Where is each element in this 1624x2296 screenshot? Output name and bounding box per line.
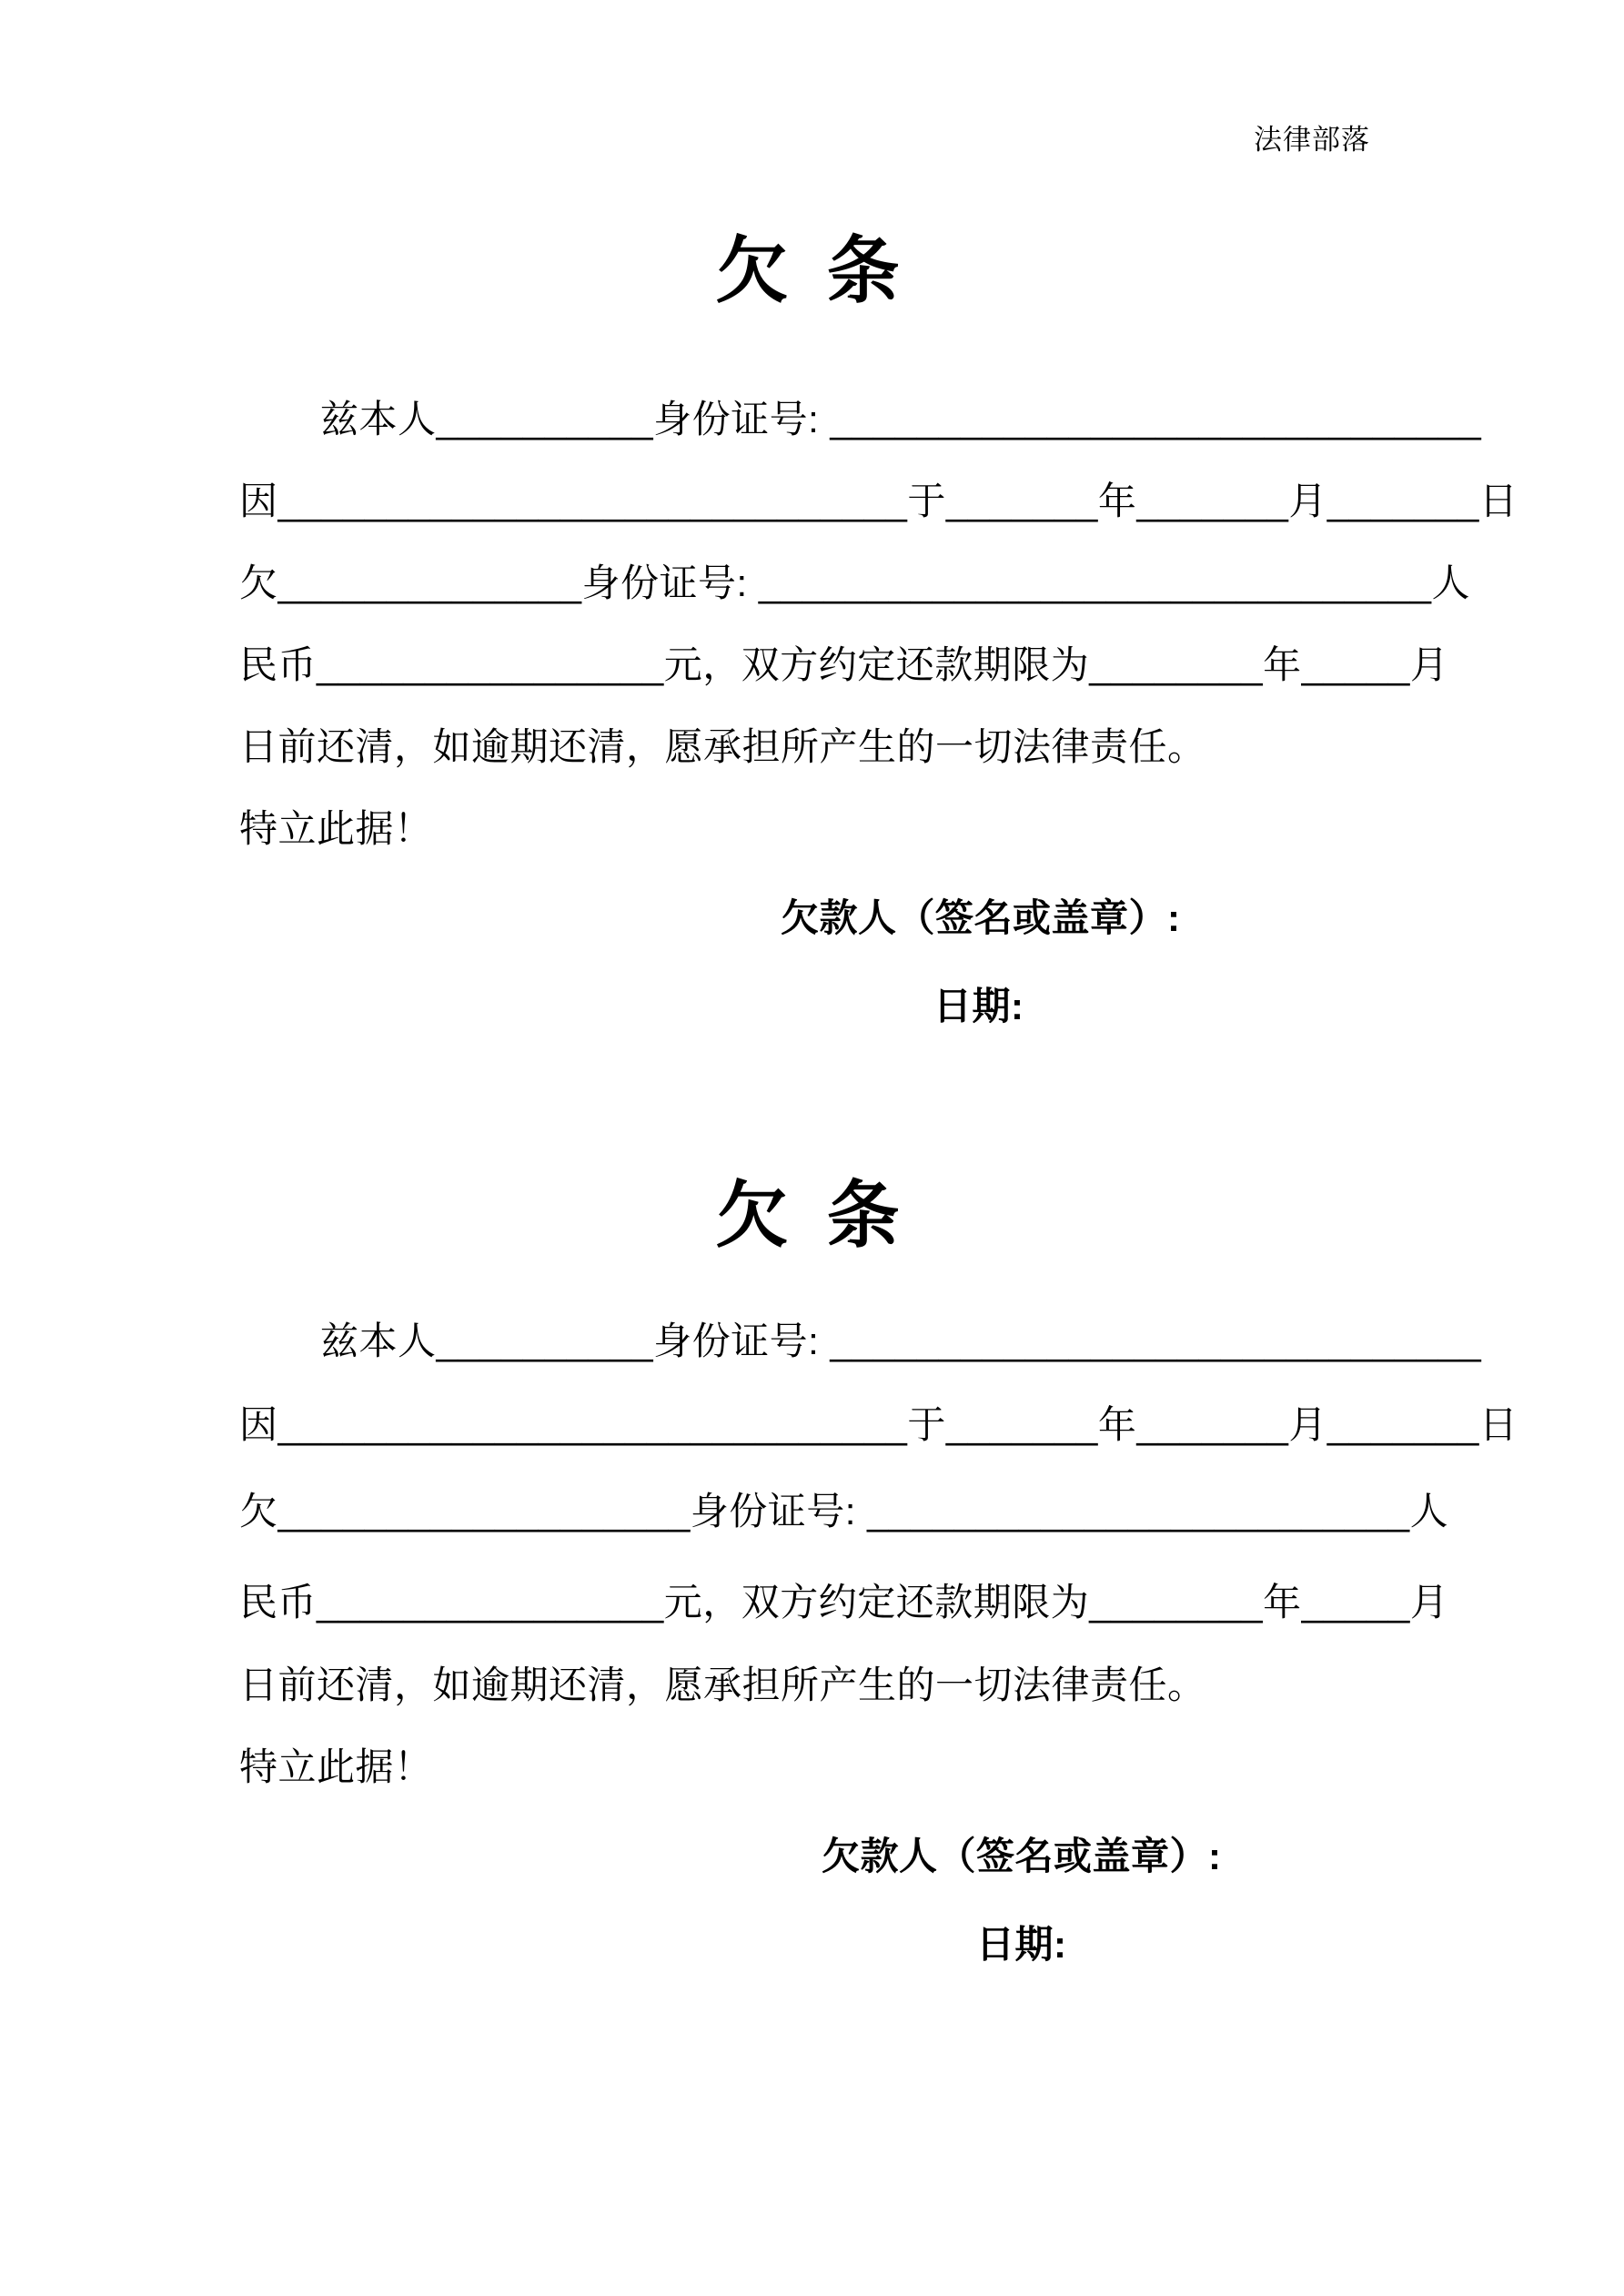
line-creditor-and-id: 欠______________身份证号: _______________________________人 — [239, 561, 1470, 604]
line-reason-and-date: 因_____________________________于_______年_______月_______日 — [239, 1403, 1518, 1446]
line-repayment-clause: 日前还清，如逾期还清，愿承担所产生的一切法律责任。 — [239, 1664, 1206, 1706]
signature-label: 欠款人（签名或盖章）: — [781, 896, 1181, 939]
line-repayment-clause: 日前还清，如逾期还清，愿承担所产生的一切法律责任。 — [239, 725, 1206, 768]
line-amount-and-term: 民币________________元，双方约定还款期限为________年_____月 — [239, 1581, 1449, 1623]
date-label: 日期: — [976, 1923, 1067, 1966]
date-label: 日期: — [933, 985, 1024, 1027]
line-creditor-and-id: 欠___________________身份证号: _________________________人 — [239, 1490, 1449, 1532]
line-declarant-and-id: 兹本人__________身份证号: ______________________________ — [320, 398, 1482, 440]
signature-label: 欠款人（签名或盖章）: — [822, 1835, 1222, 1877]
iou-title: 欠 条 — [715, 1175, 909, 1256]
line-amount-and-term: 民币________________元，双方约定还款期限为________年_____月 — [239, 643, 1449, 686]
brand-watermark: 法律部落 — [1254, 124, 1370, 156]
line-declarant-and-id: 兹本人__________身份证号: ______________________________ — [320, 1320, 1482, 1362]
line-hereby-note: 特立此据！ — [239, 807, 433, 850]
line-hereby-note: 特立此据！ — [239, 1745, 433, 1788]
iou-title: 欠 条 — [715, 230, 909, 311]
line-reason-and-date: 因_____________________________于_______年_______月_______日 — [239, 480, 1518, 522]
